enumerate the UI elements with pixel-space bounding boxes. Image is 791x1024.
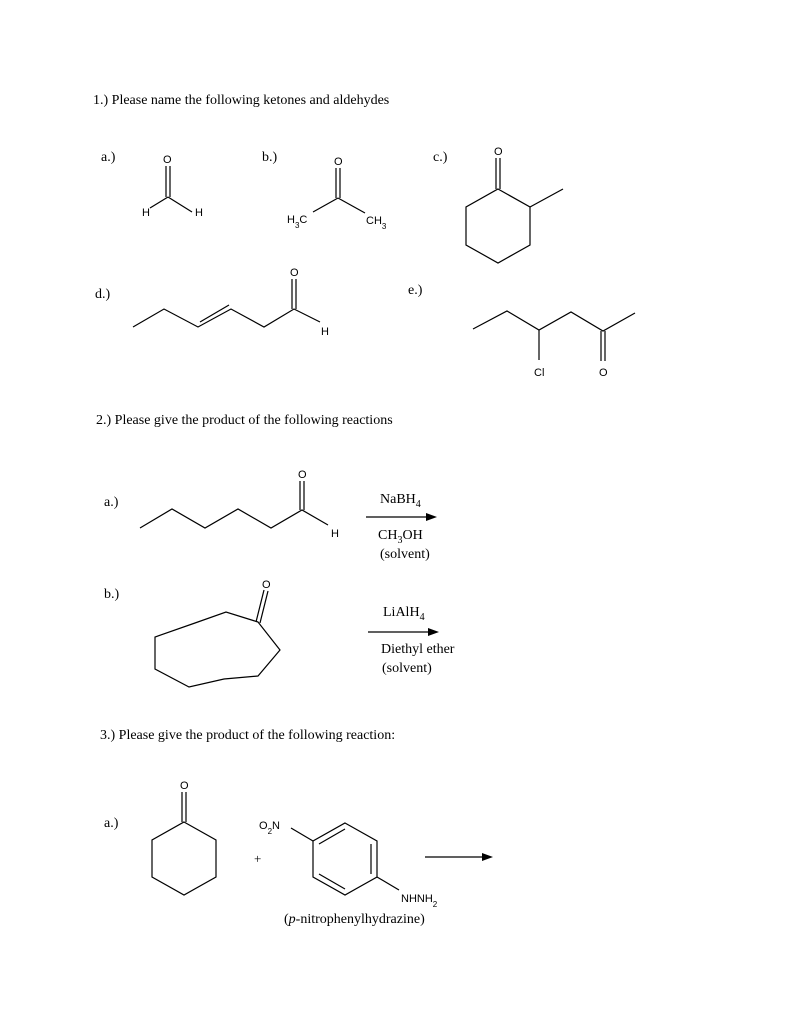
structure-2b-cyclononanone — [155, 579, 280, 687]
q2b-reagent-text: LiAlH$_4$ — [383, 605, 425, 623]
reagent-name-para: p — [288, 912, 296, 927]
atom-h-left-1a: H — [142, 207, 150, 219]
chain-1d — [133, 309, 320, 327]
bond-aromatic-3 — [319, 874, 345, 889]
atom-cl-1e: Cl — [534, 367, 545, 379]
atom-o-2b: O — [262, 579, 271, 591]
q1-label-b: b.) — [262, 150, 278, 165]
plus-sign: + — [254, 851, 262, 866]
atom-o-1c: O — [494, 146, 503, 158]
atom-o-1a: O — [163, 154, 172, 166]
q1-label-c: c.) — [433, 150, 448, 165]
q1-label-d: d.) — [95, 287, 111, 302]
reaction-arrow-2b — [368, 628, 439, 636]
bond-c-right-1b — [338, 198, 365, 213]
bond-methyl-1c — [530, 189, 563, 207]
reaction-arrow-2a — [366, 513, 437, 521]
bond-co-2b-double — [260, 591, 268, 623]
bond-ch-left-1a — [150, 197, 168, 208]
atom-h-2a: H — [331, 528, 339, 540]
bond-c-no2 — [291, 828, 313, 841]
group-o2n: $O_2N$ — [259, 820, 280, 836]
structure-2a-hexanal — [140, 469, 339, 540]
arrow-head-2a — [426, 513, 437, 521]
structure-1a-formaldehyde — [142, 154, 203, 219]
q3-label-a: a.) — [104, 816, 119, 831]
q2b-solvent-note: (solvent) — [382, 661, 432, 676]
reagent-name-open: ( — [284, 912, 289, 927]
structure-3-nitrophenylhydrazine — [259, 820, 438, 909]
reaction-arrow-3 — [425, 853, 493, 861]
atom-o-3: O — [180, 780, 189, 792]
atom-h-1d: H — [321, 326, 329, 338]
structure-3-cyclohexanone — [152, 780, 216, 895]
q2b-solvent: Diethyl ether — [381, 642, 455, 657]
atom-h-right-1a: H — [195, 207, 203, 219]
ring-2b — [155, 612, 280, 687]
q1-label-a: a.) — [101, 150, 116, 165]
bond-co-2b — [256, 590, 264, 622]
bond-c-left-1b — [313, 198, 338, 212]
structure-1b-acetone — [287, 156, 387, 231]
group-ch3-1b: $CH_3$ — [366, 215, 387, 231]
ring-3-cyclohexanone — [152, 822, 216, 895]
atom-o-2a: O — [298, 469, 307, 481]
q1-heading: 1.) Please name the following ketones and aldehydes — [93, 93, 390, 108]
q1-label-e: e.) — [408, 283, 423, 298]
ring-benzene — [313, 823, 377, 895]
bond-alkene-1d-double — [200, 305, 229, 322]
ring-1c — [466, 189, 530, 263]
bond-ch-right-1a — [168, 197, 192, 212]
group-h3c-1b: $H_3C$ — [287, 214, 308, 230]
structure-1d-hexenal — [133, 267, 329, 338]
reagent-name-rest: -nitrophenylhydrazine) — [295, 912, 425, 927]
q2a-solvent-note: (solvent) — [380, 547, 430, 562]
q3-heading: 3.) Please give the product of the following reaction: — [100, 728, 396, 743]
q2-label-b: b.) — [104, 587, 120, 602]
atom-o-1e: O — [599, 367, 608, 379]
q2a-solvent-text: $CH_3OH$ — [378, 528, 423, 546]
structure-1c-methylcyclohexanone — [466, 146, 563, 263]
group-nhnh2: $NHNH_2$ — [401, 893, 438, 909]
atom-o-1b: O — [334, 156, 343, 168]
atom-o-1d: O — [290, 267, 299, 279]
structure-1e-chloroketone — [473, 311, 635, 379]
chain-1e — [473, 311, 635, 331]
arrow-head-2b — [428, 628, 439, 636]
chain-2a — [140, 509, 328, 528]
q2-label-a: a.) — [104, 495, 119, 510]
arrow-head-3 — [482, 853, 493, 861]
q2a-reagent-text: NaBH$_4$ — [380, 492, 421, 510]
q2-heading: 2.) Please give the product of the following reactions — [96, 413, 393, 428]
bond-aromatic-1 — [319, 829, 345, 844]
bond-c-nhnh2 — [377, 877, 399, 890]
